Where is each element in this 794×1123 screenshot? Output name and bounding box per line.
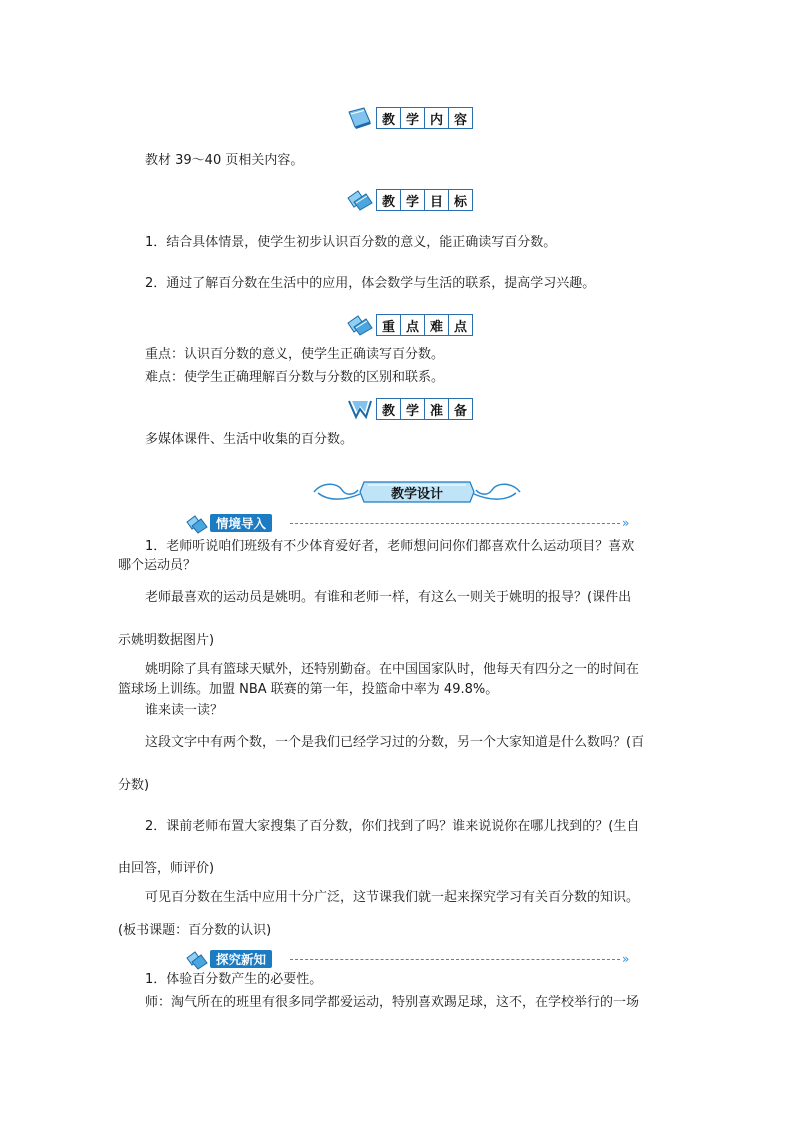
phase-intro-divider [290,523,620,524]
section-header-content [346,106,473,130]
double-chevron-icon: » [622,952,630,966]
notebook-icon [346,397,374,421]
section-header-key-points [346,313,473,337]
key-point-line: 重点：认识百分数的意义，使学生正确读写百分数。 [145,347,445,362]
preparation-text: 多媒体课件、生活中收集的百分数。 [145,432,354,447]
double-chevron-icon: » [622,516,630,530]
section-title-content: 教 学 内 容 [376,107,473,129]
intro-paragraph-3b: 篮球场上训练。加盟 NBA 联赛的第一年，投篮命中率为 49.8%。 [118,682,499,697]
phase-explore [186,948,272,970]
explore-paragraph-2: 师：淘气所在的班里有很多同学都爱运动，特别喜欢踢足球，这不，在学校举行的一场 [145,995,640,1010]
objective-1: 1．结合具体情景，使学生初步认识百分数的意义，能正确读写百分数。 [145,235,557,250]
books-icon [346,188,374,212]
intro-paragraph-4: 谁来读一读？ [145,703,224,718]
phase-explore-divider [290,959,620,960]
intro-paragraph-1b: 哪个运动员？ [118,558,197,573]
content-text: 教材 39～40 页相关内容。 [145,153,304,168]
intro-paragraph-2a: 老师最喜欢的运动员是姚明。有谁和老师一样，有这么一则关于姚明的报导？(课件出 [145,590,632,605]
banner-label: 教学设计 [390,486,443,502]
book-icon [346,106,374,130]
intro-paragraph-7a: 可见百分数在生活中应用十分广泛，这节课我们就一起来探究学习有关百分数的知识。 [145,890,640,905]
intro-paragraph-7b: (板书课题：百分数的认识) [118,923,272,938]
intro-paragraph-2b: 示姚明数据图片) [118,633,215,648]
intro-paragraph-6a: 2．课前老师布置大家搜集了百分数，你们找到了吗？谁来说说你在哪儿找到的？(生自 [145,819,640,834]
intro-paragraph-1a: 1．老师听说咱们班级有不少体育爱好者，老师想问问你们都喜欢什么运动项目？喜欢 [145,539,635,554]
section-title-preparation: 教 学 准 备 [376,398,473,420]
books-icon [186,512,210,534]
phase-intro-label: 情境导入 [210,514,272,532]
intro-paragraph-5a: 这段文字中有两个数，一个是我们已经学习过的分数，另一个大家知道是什么数吗？(百 [145,735,645,750]
phase-intro [186,512,272,534]
section-title-objectives: 教 学 目 标 [376,189,473,211]
phase-explore-label: 探究新知 [210,950,272,968]
books-icon [186,948,210,970]
intro-paragraph-5b: 分数) [118,778,150,793]
section-title-key-points: 重 点 难 点 [376,314,473,336]
difficult-point-line: 难点：使学生正确理解百分数与分数的区别和联系。 [145,370,445,385]
teaching-design-banner [312,479,522,505]
section-header-preparation [346,397,473,421]
intro-paragraph-6b: 由回答，师评价) [118,861,215,876]
books-icon [346,313,374,337]
explore-paragraph-1: 1．体验百分数产生的必要性。 [145,972,323,987]
section-header-objectives [346,188,473,212]
intro-paragraph-3a: 姚明除了具有篮球天赋外，还特别勤奋。在中国国家队时，他每天有四分之一的时间在 [145,662,640,677]
objective-2: 2．通过了解百分数在生活中的应用，体会数学与生活的联系，提高学习兴趣。 [145,276,596,291]
